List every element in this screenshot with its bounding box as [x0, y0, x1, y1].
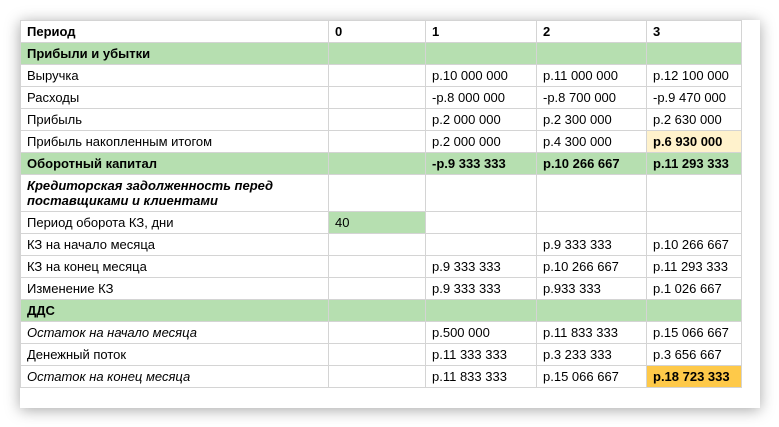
row-label[interactable]: КЗ на конец месяца — [21, 256, 329, 278]
cell-p3[interactable]: -р.9 470 000 — [647, 87, 742, 109]
cell-p1[interactable]: -р.9 333 333 — [426, 153, 537, 175]
section-cell[interactable] — [647, 43, 742, 65]
cell-p0[interactable] — [329, 322, 426, 344]
cell-p2[interactable]: р.4 300 000 — [537, 131, 647, 153]
turnover-days-input-cell[interactable]: 40 — [329, 212, 426, 234]
section-cell[interactable] — [329, 43, 426, 65]
cell-p0[interactable] — [329, 344, 426, 366]
cell-p0[interactable] — [329, 65, 426, 87]
cell-p1[interactable]: р.11 833 333 — [426, 366, 537, 388]
cell-p2[interactable]: р.2 300 000 — [537, 109, 647, 131]
period-3-header[interactable]: 3 — [647, 21, 742, 43]
cell-p1[interactable]: -р.8 000 000 — [426, 87, 537, 109]
cashflow-section-row — [21, 300, 742, 322]
cell-p1[interactable]: р.500 000 — [426, 322, 537, 344]
cell-p2[interactable]: р.9 333 333 — [537, 234, 647, 256]
period-0-header[interactable]: 0 — [329, 21, 426, 43]
financial-model-table — [20, 20, 742, 388]
expenses-row — [21, 87, 742, 109]
cell-p0[interactable] — [329, 256, 426, 278]
cell-p1[interactable]: р.10 000 000 — [426, 65, 537, 87]
row-label[interactable]: Остаток на начало месяца — [21, 322, 329, 344]
closing-balance-highlight-cell[interactable]: р.18 723 333 — [647, 366, 742, 388]
cell-p2[interactable]: -р.8 700 000 — [537, 87, 647, 109]
cell-p2[interactable]: р.3 233 333 — [537, 344, 647, 366]
payables-title-row — [21, 175, 742, 212]
working-capital-row — [21, 153, 742, 175]
cell-p0[interactable] — [329, 234, 426, 256]
cell-p2[interactable]: р.11 833 333 — [537, 322, 647, 344]
cumulative-profit-row — [21, 131, 742, 153]
payables-start-row — [21, 234, 742, 256]
cell-p3[interactable]: р.12 100 000 — [647, 65, 742, 87]
empty-cell[interactable] — [537, 175, 647, 212]
cashflow-section-title[interactable]: ДДС — [21, 300, 329, 322]
payables-end-row — [21, 256, 742, 278]
cell-p2[interactable]: р.933 333 — [537, 278, 647, 300]
cell-p1[interactable]: р.11 333 333 — [426, 344, 537, 366]
row-label[interactable]: Прибыль — [21, 109, 329, 131]
cell-p1[interactable] — [426, 234, 537, 256]
cell-p2[interactable]: р.11 000 000 — [537, 65, 647, 87]
cell-p3[interactable]: р.11 293 333 — [647, 256, 742, 278]
payables-change-row — [21, 278, 742, 300]
payables-turnover-row — [21, 212, 742, 234]
opening-balance-row — [21, 322, 742, 344]
cell-p3[interactable]: р.15 066 667 — [647, 322, 742, 344]
row-label[interactable]: Прибыль накопленным итогом — [21, 131, 329, 153]
profit-row — [21, 109, 742, 131]
closing-balance-row — [21, 366, 742, 388]
working-capital-label[interactable]: Оборотный капитал — [21, 153, 329, 175]
empty-cell[interactable] — [329, 175, 426, 212]
period-header-label[interactable]: Период — [21, 21, 329, 43]
cell-p1[interactable]: р.2 000 000 — [426, 131, 537, 153]
cell-p3[interactable]: р.3 656 667 — [647, 344, 742, 366]
revenue-row — [21, 65, 742, 87]
cell-p1[interactable]: р.2 000 000 — [426, 109, 537, 131]
payables-section-title[interactable]: Кредиторская задолженность перед поставщиками и клиентами — [21, 175, 329, 212]
cell-p0[interactable] — [329, 87, 426, 109]
section-cell[interactable] — [537, 43, 647, 65]
cell-p0[interactable] — [329, 366, 426, 388]
row-label[interactable]: Период оборота КЗ, дни — [21, 212, 329, 234]
section-cell[interactable] — [426, 43, 537, 65]
cell-p2[interactable] — [537, 212, 647, 234]
period-1-header[interactable]: 1 — [426, 21, 537, 43]
empty-cell[interactable] — [647, 175, 742, 212]
row-label[interactable]: Расходы — [21, 87, 329, 109]
cell-p1[interactable]: р.9 333 333 — [426, 256, 537, 278]
section-cell[interactable] — [426, 300, 537, 322]
section-cell[interactable] — [329, 300, 426, 322]
spreadsheet-window — [20, 20, 760, 408]
section-cell[interactable] — [537, 300, 647, 322]
period-2-header[interactable]: 2 — [537, 21, 647, 43]
period-header-row — [21, 21, 742, 43]
cell-p0[interactable] — [329, 153, 426, 175]
cell-p2[interactable]: р.10 266 667 — [537, 153, 647, 175]
cell-p3[interactable]: р.11 293 333 — [647, 153, 742, 175]
row-label[interactable]: Денежный поток — [21, 344, 329, 366]
cell-p3[interactable]: р.10 266 667 — [647, 234, 742, 256]
row-label[interactable]: Остаток на конец месяца — [21, 366, 329, 388]
cell-p0[interactable] — [329, 109, 426, 131]
cell-p3[interactable]: р.1 026 667 — [647, 278, 742, 300]
cell-p2[interactable]: р.15 066 667 — [537, 366, 647, 388]
cash-flow-row — [21, 344, 742, 366]
cell-p1[interactable] — [426, 212, 537, 234]
cell-p3[interactable] — [647, 212, 742, 234]
row-label[interactable]: Изменение КЗ — [21, 278, 329, 300]
cell-p0[interactable] — [329, 278, 426, 300]
cumulative-profit-highlight-cell[interactable]: р.6 930 000 — [647, 131, 742, 153]
pnl-section-title[interactable]: Прибыли и убытки — [21, 43, 329, 65]
pnl-section-row — [21, 43, 742, 65]
cell-p2[interactable]: р.10 266 667 — [537, 256, 647, 278]
empty-cell[interactable] — [426, 175, 537, 212]
row-label[interactable]: Выручка — [21, 65, 329, 87]
cell-p0[interactable] — [329, 131, 426, 153]
cell-p3[interactable]: р.2 630 000 — [647, 109, 742, 131]
row-label[interactable]: КЗ на начало месяца — [21, 234, 329, 256]
section-cell[interactable] — [647, 300, 742, 322]
cell-p1[interactable]: р.9 333 333 — [426, 278, 537, 300]
